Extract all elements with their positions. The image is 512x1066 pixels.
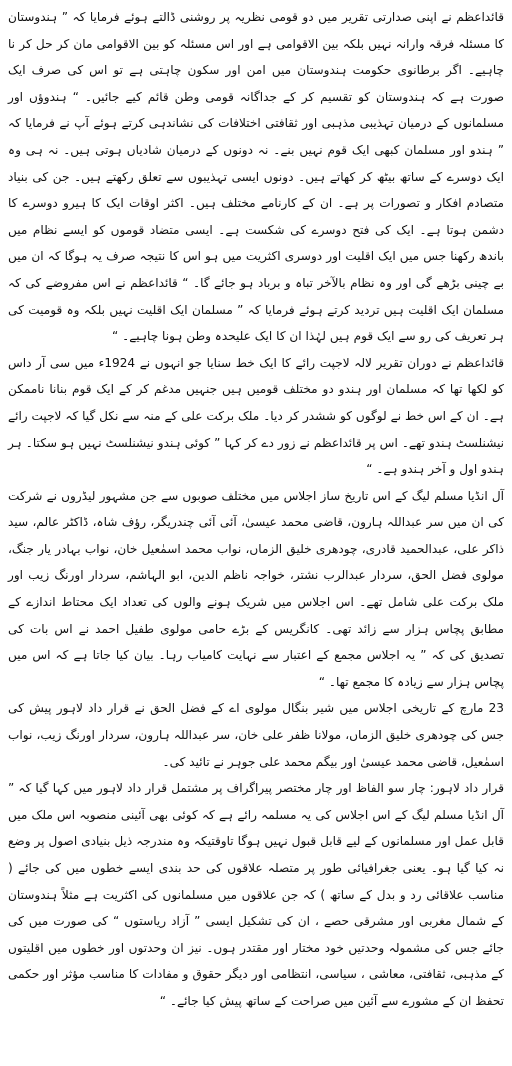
paragraph-lajpat-rai-letter: قائداعظم نے دوران تقریر لالہ لاجپت رائے کا ایک خط سنایا جو انہوں نے 1924ء میں سی آر داس کو لکھا تھا کہ مسلمان اور ہندو دو مختلف قومیں ہیں جنہیں مدغم کر کے ایک قوم بنانا ناممکن ہے۔ ان کے اس خط نے لوگوں کو ششدر کر دیا۔ ملک برکت علی کے منہ سے نکل گیا کہ لاجپت رائے نیشنلسٹ ہندو تھے۔ اس پر قائداعظم نے زور دے کر کہا ” کوئی ہندو نیشنلسٹ نہیں ہو سکتا۔ ہر ہندو اول و آخر ہندو ہے۔ “	[8, 355, 504, 477]
paragraph-resolution-presented: 23 مارچ کے تاریخی اجلاس میں شیر بنگال مولوی اے کے فضل الحق نے قرار داد لاہور پیش کی جس کی چودھری خلیق الزماں، مولانا ظفر علی خان، سر عبداللہ ہارون، سردار اورنگ زیب، نواب اسمٰعیل، قاضی محمد عیسیٰ اور بیگم محمد علی جوہر نے تائید کی۔	[8, 701, 504, 769]
paragraph-lahore-resolution-text: قرار داد لاہور: چار سو الفاظ اور چار مختصر پیراگراف پر مشتمل قرار داد لاہور میں کہا گیا کہ ” آل انڈیا مسلم لیگ کے اس اجلاس کی یہ مسلمہ رائے ہے کہ کوئی بھی آئینی منصوبہ اس ملک میں قابل عمل اور مسلمانوں کے لیے قابل قبول نہیں ہوگا تاوقتیکہ وہ مندرجہ ذیل بنیادی اصول پر وضع نہ کیا گیا ہو۔ یعنی جغرافیائی طور پر متصلہ علاقوں کی حد بندی ایسے خطوں میں کی جائے ( مناسب علاقائی رد و بدل کے ساتھ ) کہ جن علاقوں میں مسلمانوں کی اکثریت ہے مثلاً ہندوستان کے شمال مغربی اور مشرقی حصے ، ان کی تشکیل ایسی ” آزاد ریاستوں “ کی صورت میں کی جائے جس کی مشمولہ وحدتیں خود مختار اور مقتدر ہوں۔ نیز ان وحدتوں اور خطوں میں اقلیتوں کے مذہبی، ثقافتی، معاشی ، سیاسی، انتظامی اور دیگر حقوق و مفادات کا مناسب مؤثر اور حکمی تحفظ ان کے مشورے سے آئین میں صراحت کے ساتھ پیش کیا جائے۔ “	[8, 781, 504, 1008]
paragraph-session-attendees: آل انڈیا مسلم لیگ کے اس تاریخ ساز اجلاس میں مختلف صوبوں سے جن مشہور لیڈروں نے شرکت کی ان میں سر عبداللہ ہارون، قاضی محمد عیسیٰ، آئی آئی چندریگر، رؤف شاہ، ڈاکٹر عالم، سید ذاکر علی، عبدالحمید قادری، چودھری خلیق الزماں، نواب محمد اسمٰعیل خان، نواب بہادر یار جنگ، مولوی فضل الحق، سردار عبدالرب نشتر، خواجہ ناظم الدین، ابو الہاشم، سردار اورنگ زیب اور ملک برکت علی شامل تھے۔ اس اجلاس میں شریک ہونے والوں کی تعداد ایک محتاط اندازے کے مطابق پچاس ہزار سے زائد تھی۔ کانگریس کے بڑے حامی مولوی طفیل احمد نے اس بات کی تصدیق کی کہ ” یہ اجلاس مجمع کے اعتبار سے نہایت کامیاب رہا۔ بیان کیا جاتا ہے کہ اس میں پچاس ہزار سے زیادہ کا مجمع تھا۔ “	[8, 488, 504, 689]
paragraph-two-nation-speech: قائداعظم نے اپنی صدارتی تقریر میں دو قومی نظریہ پر روشنی ڈالتے ہوئے فرمایا کہ ” ہندوستان کا مسئلہ فرقہ وارانہ نہیں بلکہ بین الاقوامی ہے اور اس مسئلہ کو بین الاقوامی مان کر حل کر نا چاہیے۔ اگر برطانوی حکومت ہندوستان میں امن اور سکون چاہتی ہے تو اس کی صرف ایک صورت ہے کہ ہندوستان کو تقسیم کر کے جداگانہ قومی وطن قائم کیے جائیں۔ “ ہندوؤں اور مسلمانوں کے درمیان تہذیبی مذہبی اور ثقافتی اختلافات کی نشاندہی کرتے ہوئے آپ نے فرمایا کہ ” ہندو اور مسلمان کبھی ایک قوم نہیں بنے۔ نہ دونوں کے درمیان شادیاں ہوتی ہیں۔ نہ ہی وہ ایک دوسرے کے ساتھ بیٹھ کر کھاتے ہیں۔ دونوں ایسی تہذیبوں سے تعلق رکھتے ہیں۔ جن کی بنیاد متصادم افکار و تصورات پر ہے۔ ان کے کارنامے مختلف ہیں۔ اکثر اوقات ایک کا ہیرو دوسرے کا دشمن ہوتا ہے۔ ایک کی فتح دوسرے کی شکست ہے۔ ایسی متضاد قوموں کو ایسے نظام میں باندھ رکھنا جس میں ایک اقلیت اور دوسری اکثریت میں ہو اس کا نتیجہ صرف یہ ہوگا کہ ان میں بے چینی بڑھے گی اور وہ نظام بالآخر تباہ و برباد ہو جائے گا۔ “ قائداعظم نے اس مفروضے کی کہ مسلمان ایک اقلیت ہیں تردید کرتے ہوئے فرمایا کہ ” مسلمان ایک اقلیت نہیں بلکہ وہ قومیت کی ہر تعریف کی رو سے ایک قوم ہیں لہٰذا ان کا ایک علیحدہ وطن ہونا چاہیے۔ “	[8, 10, 504, 344]
